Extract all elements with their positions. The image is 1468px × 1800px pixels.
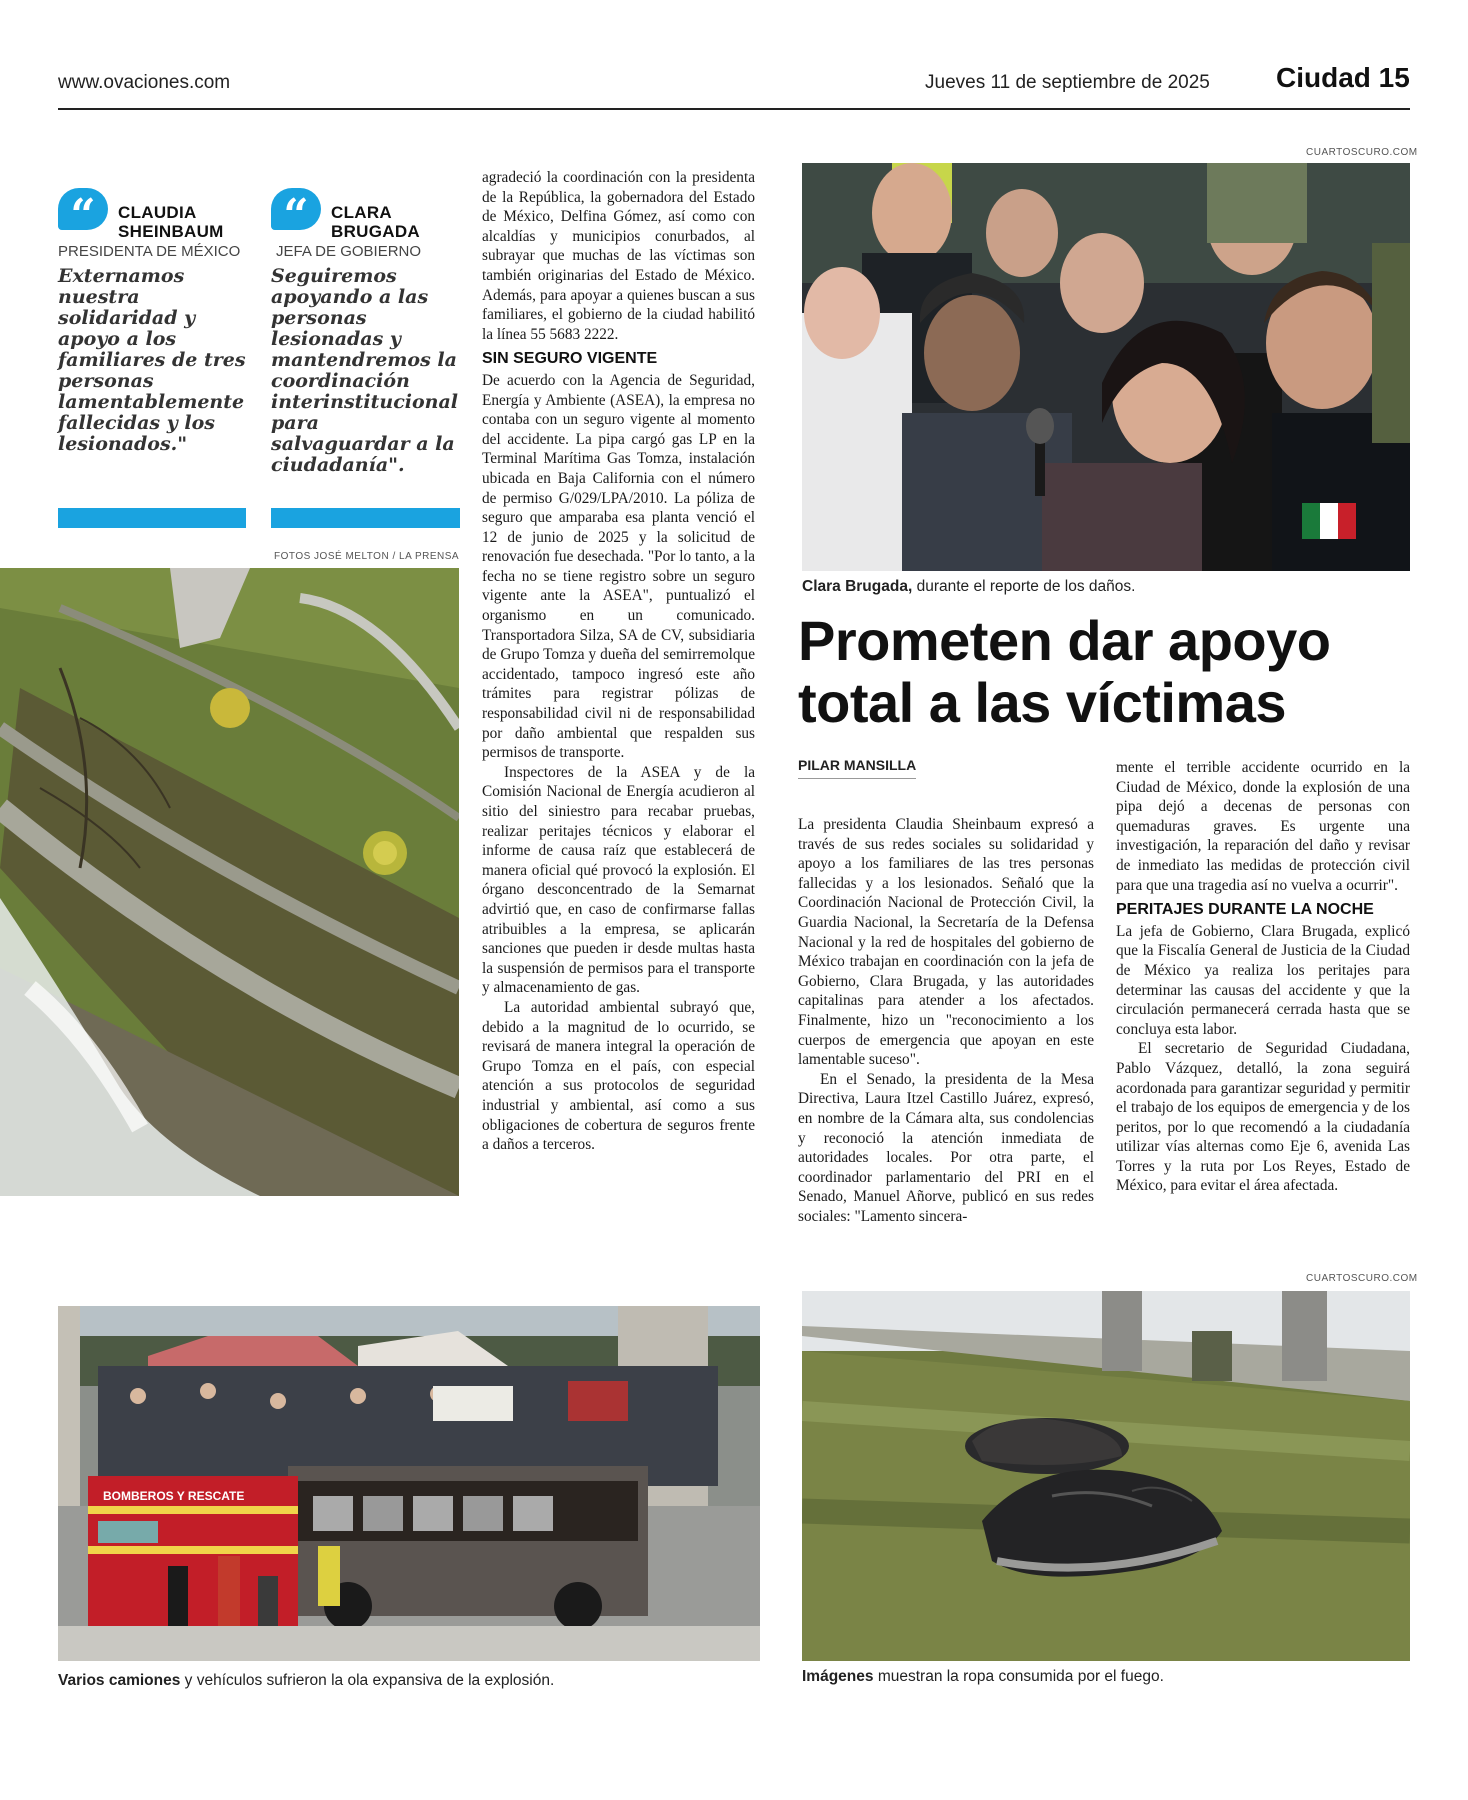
headline: Prometen dar apoyo total a las víctimas [798, 609, 1331, 734]
subhead: PERITAJES DURANTE LA NOCHE [1116, 901, 1374, 919]
quote-role: PRESIDENTA DE MÉXICO [58, 243, 241, 260]
burned-shoe-caption [802, 1668, 1164, 1686]
quote-text: Externamos nuestra solidaridad y apoyo a los familiares de tres personas lamentablemente fallecidas y los lesionados." [58, 265, 246, 455]
caption-bold: Clara Brugada, [802, 578, 913, 595]
issue-date: Jueves 11 de septiembre de 2025 [925, 72, 1210, 93]
paragraph: La autoridad ambiental subrayó que, debido a la magnitud de lo ocurrido, se revisará de manera integral la operación de Grupo Tomza en el país, con especial atención a sus protocolos de seguridad industrial y ambiental, así como a sus obligaciones de cobertura de seguros frente a daños a terceros. [482, 998, 755, 1154]
caption-text: muestran la ropa consumida por el fuego. [873, 1668, 1164, 1685]
quote-role: JEFA DE GOBIERNO [276, 243, 422, 260]
caption-bold: Varios camiones [58, 1672, 181, 1689]
quote-name-line1: CLAUDIA [118, 203, 197, 222]
brugada-photo-caption [802, 578, 1135, 596]
subhead: SIN SEGURO VIGENTE [482, 350, 658, 368]
burned-vehicles-caption [58, 1672, 554, 1690]
article-column-2 [1116, 758, 1410, 1196]
brugada-photo [802, 163, 1410, 571]
section-page-label: Ciudad 15 [1276, 62, 1410, 93]
paragraph: Inspectores de la ASEA y de la Comisión Nacional de Energía acudieron al sitio del siniestro para recabar pruebas, realizar peritajes técnicos y elaborar el informe de causa raíz que establecerá de manera oficial qué provocó la explosión. El órgano desconcentrado de la Semarnat advirtió que, en caso de confirmarse fallas atribuibles a la empresa, se aplicarán sanciones que pueden ir desde multas hasta la suspensión de permisos para el transporte y almacenamiento de gas. [482, 763, 755, 997]
burned-shoe-photo [802, 1291, 1410, 1661]
website-url: www.ovaciones.com [58, 72, 231, 93]
quote-icon: “ [271, 188, 321, 230]
paragraph: mente el terrible accidente ocurrido en la Ciudad de México, donde la explosión de una pipa dejó a decenas de personas con quemaduras graves. Es urgente una investigación, la reparación del daño y revisar de inmediato las medidas de protección civil para que una tragedia así no vuelva a ocurrir". [1116, 759, 1410, 894]
paragraph: La presidenta Claudia Sheinbaum expresó a través de sus redes sociales su solidaridad y apoyo a los familiares de las tres personas fallecidas y a los lesionados. Señaló que la Coordinación Nacional de Protección Civil, la Guardia Nacional, la Secretaría de la Defensa Nacional y la red de hospitales del gobierno de México trabajan en coordinación con la jefa de Gobierno, Clara Brugada, y las autoridades capitalinas para atender a los afectados. Finalmente, hizo un "reconocimiento a los cuerpos de emergencia que apoyan en este lamentable suceso". [798, 816, 1094, 1069]
quote-name-line1: CLARA [331, 203, 392, 222]
quote-text: Seguiremos apoyando a las personas lesionadas y mantendremos la coordinación interinstitucional para salvaguardar a la ciudadanía". [271, 265, 459, 476]
quote-name-line2: BRUGADA [331, 222, 420, 241]
paragraph: De acuerdo con la Agencia de Seguridad, Energía y Ambiente (ASEA), la empresa no contaba con un seguro vigente al momento del accidente. La pipa cargó gas LP en la Terminal Marítima Gas Tomza, instalación ubicada en Baja California con el número de permiso G/029/LPA/2010. La póliza de seguro que amparaba esa planta venció el 12 de junio de 2025 y la solicitud de renovación fue desechada. "Por lo tanto, a la fecha no se tiene registro sobre un seguro vigente ante la ASEA", puntualizó el organismo en un comunicado. Transportadora Silza, SA de CV, subsidiaria de Grupo Tomza y dueña del semirremolque accidentado, tampoco ingresó este año trámites para registrar pólizas de responsabilidad civil ni de responsabilidad por daño ambiental que respalden sus permisos de transporte. [482, 371, 755, 762]
paragraph: La jefa de Gobierno, Clara Brugada, explicó que la Fiscalía General de Justicia de la Ciudad de México ya realiza los peritajes para determinar las causas del accidente y que la circulación permanecerá cerrada hasta que se concluya esta labor. [1116, 922, 1410, 1038]
paragraph: agradeció la coordinación con la presidenta de la República, la gobernadora del Estado de México, Delfina Gómez, así como con alcaldías y municipios conurbados, al subrayar que muchas de las víctimas son también originarias del Estado de México. Además, para apoyar a quienes buscan a sus familiares, el gobierno de la ciudad habilitó la línea 55 5683 2222. [482, 169, 755, 343]
caption-text: y vehículos sufrieron la ola expansiva de la explosión. [180, 1672, 555, 1689]
quote-bar [58, 508, 246, 528]
article-column-1 [798, 815, 1094, 1226]
burned-vehicles-photo-image [58, 1306, 760, 1661]
photo-credit: CUARTOSCURO.COM [1306, 1273, 1418, 1284]
burned-vehicles-photo [58, 1306, 760, 1661]
brugada-photo-image [802, 163, 1410, 571]
quote-bar [271, 508, 460, 528]
aerial-photo [0, 568, 459, 1196]
quote-icon: “ [58, 188, 108, 230]
byline: PILAR MANSILLA [798, 757, 916, 779]
aerial-photo-image [0, 568, 459, 1196]
caption-bold: Imágenes [802, 1668, 874, 1685]
burned-shoe-photo-image [802, 1291, 1410, 1661]
quote-name [118, 203, 258, 241]
photo-credit: CUARTOSCURO.COM [1306, 147, 1418, 158]
quote-name [331, 203, 471, 241]
photo-credit: FOTOS JOSÉ MELTON / LA PRENSA [274, 551, 460, 562]
truck-label: BOMBEROS Y RESCATE [103, 1489, 245, 1503]
middle-column [482, 168, 755, 1155]
paragraph: En el Senado, la presidenta de la Mesa Directiva, Laura Itzel Castillo Juárez, expresó, en nombre de la Cámara alta, sus condolencias y reconoció la atención inmediata de autoridades locales. Por otra parte, el coordinador parlamentario del PRI en el Senado, Manuel Añorve, publicó en sus redes sociales: "Lamento sincera- [798, 1070, 1094, 1225]
header-rule [58, 108, 1410, 110]
paragraph: El secretario de Seguridad Ciudadana, Pablo Vázquez, detalló, la zona seguirá acordonada para garantizar seguridad y permitir el trabajo de los equipos de emergencia y de los peritos, por lo que recomendó a la ciudadanía utilizar vías alternas como Eje 6, avenida Las Torres y la ruta por Los Reyes, Estado de México, para evitar el área afectada. [1116, 1040, 1410, 1195]
caption-text: durante el reporte de los daños. [912, 578, 1136, 595]
quote-name-line2: SHEINBAUM [118, 222, 224, 241]
